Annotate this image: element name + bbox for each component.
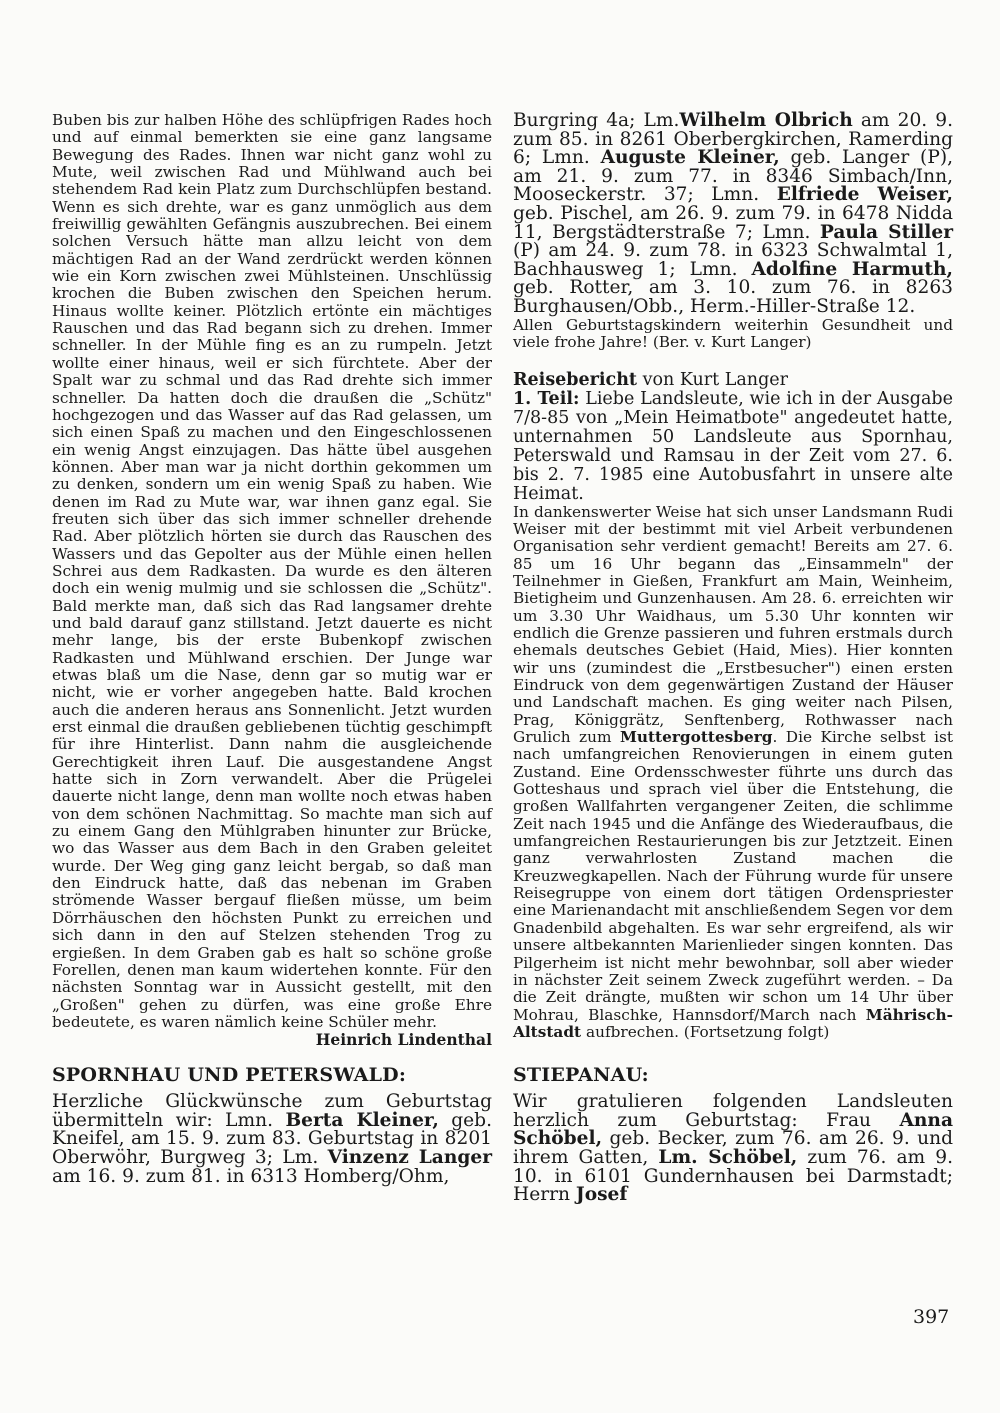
birthday-text: am 20. 9. zum 85. in 8261 Oberbergkirchen, Ramerding 6; Lmn. xyxy=(513,110,954,169)
report-text: . Die Kirche selbst ist nach umfangreichen Renovierungen in einem guten Zustand. Eine Ordensschwester führte uns durch das Gotteshaus und sprach viel über die Entstehung, die großen Wallfahrten vergangener Zeiten, die schlimme Zeit nach 1945 und die Anfänge des Wiederaufbaus, die umfangreichen Restaurierungen bis zur Jetztzeit. Einen ganz verwahrlosten Zustand machen die Kreuzwegkapellen. Nach der Führung wurde für unsere Reisegruppe von einem dort tätigen Ordenspriester eine Marienandacht mit anschließendem Segen vor dem Gnadenbild abgehalten. Es war sehr ergreifend, als wir unsere altbekannten Marienlieder singen konnten. Das Pilgerheim ist nicht mehr bewohnbar, soll aber wieder in nächster Zeit seinem Zweck zugeführt werden. – Da die Zeit drängte, mußten wir schon um 14 Uhr über Mohrau, Blaschke, Hannsdorf/March nach xyxy=(513,728,953,1024)
place-name: Muttergottesberg xyxy=(619,728,773,747)
story-author: Heinrich Lindenthal xyxy=(315,1030,492,1050)
section-title-spornhau: SPORNHAU UND PETERSWALD: xyxy=(52,1064,407,1087)
person-name: Adolfine Harmuth, xyxy=(751,258,954,280)
part-text: Liebe Landsleute, wie ich in der Ausgabe 7/8-85 von „Mein Heimatbote" angedeutet hatte, unternahmen 50 Landsleute aus Spornhau, Peterswald und Ramsau in der Zeit vom 27. 6. bis 2. 7. 1985 eine Autobusfahrt in unsere alte Heimat. xyxy=(513,389,953,504)
report-heading xyxy=(513,371,953,390)
birthday-text: Wir gratulieren folgenden Landsleuten herzlich zum Geburtstag: Frau xyxy=(513,1091,953,1131)
birthday-paragraph-spornhau xyxy=(52,1093,492,1186)
birthday-text: (P) am 24. 9. zum 78. in 6323 Schwalmtal 1, Bachhausweg 1; Lmn. xyxy=(513,240,953,280)
report-title: Reisebericht xyxy=(513,370,638,391)
birthday-text: geb. Langer (P), am 21. 9. zum 77. in 8346 Simbach/Inn, Mooseckerstr. 37; Lmn. xyxy=(513,147,953,206)
birthday-text: am 16. 9. zum 81. in 6313 Homberg/Ohm, xyxy=(52,1165,450,1187)
person-name: Josef xyxy=(575,1184,628,1206)
page-number: 397 xyxy=(913,1306,950,1328)
person-name: Elfriede Weiser, xyxy=(776,184,954,206)
person-name: Berta Kleiner, xyxy=(285,1109,439,1131)
section-title-stiepanau: STIEPANAU: xyxy=(513,1064,649,1087)
birthday-text: geb. Becker, zum 76. am 26. 9. und ihrem Gatten, xyxy=(513,1128,953,1168)
birthday-paragraph-stiepanau xyxy=(513,1093,953,1205)
person-name: Paula Stiller xyxy=(819,221,953,243)
birthday-intro: Herzliche Glückwünsche zum Geburtstag übermitteln wir: Lmn. xyxy=(52,1091,492,1131)
report-text: aufbrechen. (Fortsetzung folgt) xyxy=(581,1022,830,1041)
report-intro xyxy=(513,390,953,503)
birthday-text: geb. Kneifel, am 15. 9. zum 83. Geburtstag in 8201 Oberwöhr, Burgweg 3; Lm. xyxy=(52,1109,492,1168)
left-column xyxy=(52,112,492,1186)
report-text: In dankenswerter Weise hat sich unser Landsmann Rudi Weiser mit der bestimmt mit viel Arbeit verbundenen Organisation sehr verdient gemacht! Bereits am 27. 6. 85 um 16 Uhr begann das „Einsammeln" der Teilnehmer in Gießen, Frankfurt am Main, Weinheim, Bietigheim und Gunzenhausen. Am 28. 6. erreichten wir um 3.30 Uhr Waidhaus, um 5.30 Uhr konnten wir endlich die Grenze passieren und fuhren erstmals durch ehemals deutsches Gebiet (Haid, Mies). Hier konnten wir uns (zumindest die „Erstbesucher") einen ersten Eindruck von dem gegenwärtigen Zustand der Häuser und Landschaft machen. Es ging weiter nach Pilsen, Prag, Königgrätz, Senftenberg, Rothwasser nach Grulich zum xyxy=(513,502,953,747)
person-name: Lm. Schöbel, xyxy=(658,1147,798,1168)
person-name: Anna Schöbel, xyxy=(513,1109,953,1150)
birthday-text: zum 76. am 9. 10. in 6101 Gundernhausen bei Darmstadt; Herrn xyxy=(513,1147,954,1206)
birthday-text: Burgring 4a; Lm. xyxy=(513,110,680,131)
place-name: Mährisch-Altstadt xyxy=(513,1005,953,1041)
report-body xyxy=(513,504,953,1042)
report-byline: von Kurt Langer xyxy=(637,370,789,391)
part-label: 1. Teil: xyxy=(513,389,580,410)
birthday-closing: Allen Geburtstagskindern weiterhin Gesundheit und viele frohe Jahre! (Ber. v. Kurt Langer) xyxy=(513,315,953,351)
birthday-text: geb. Pischel, am 26. 9. zum 79. in 6478 Nidda 11, Bergstädterstraße 7; Lmn. xyxy=(513,202,953,243)
birthday-continuation xyxy=(513,112,953,317)
right-column xyxy=(513,112,953,1205)
person-name: Wilhelm Olbrich xyxy=(679,110,853,131)
story-paragraph: Buben bis zur halben Höhe des schlüpfrigen Rades hoch und auf einmal bemerkten sie eine ganz langsame Bewegung des Rades. Ihnen war nicht ganz wohl zu Mute, weil zwischen Rad und Mühlwand auch bei stehendem Rad kein Platz zum Durchschlüpfen bestand. Wenn es sich drehte, war es ganz unmöglich aus dem freiwillig gewählten Gefängnis auszubrechen. Bei einem solchen Versuch hätte man allzu leicht von dem mächtigen Rad an der Wand zerdrückt werden können wie ein Korn zwischen zwei Mühlsteinen. Unschlüssig krochen die Buben zwischen den Speichen herum. Hinaus wollte keiner. Plötzlich ertönte ein mächtiges Rauschen und das Rad begann sich zu drehen. Immer schneller. In der Mühle fing es an zu rumpeln. Jetzt wollte einer hinaus, weil er sich fürchtete. Aber der Spalt war zu schmal und das Rad drehte sich immer schneller. Da hatten doch die draußen die „Schütz" hochgezogen und das Wasser auf das Rad gelassen, um sich einen Spaß zu machen und den Eingeschlossenen ein wenig Angst einzujagen. Das hätte übel ausgehen können. Aber man war ja nicht dorthin gekommen um zu denken, sondern um ein wenig Spaß zu haben. Wie denen im Rad zu Mute war, war ihnen ganz egal. Sie freuten sich über das sich immer schneller drehende Rad. Aber plötzlich hörten sie durch das Rauschen des Wassers und das Gepolter aus der Mühle einen hellen Schrei aus dem Radkasten. Da wurde es den älteren doch ein wenig mulmig und sie schlossen die „Schütz". Bald merkte man, daß sich das Rad langsamer drehte und bald darauf ganz stillstand. Jetzt dauerte es nicht mehr lange, bis der erste Bubenkopf zwischen Radkasten und Mühlwand erschien. Der Junge war etwas blaß um die Nase, denn gar so mutig war er nicht, wie er vorher angegeben hatte. Bald krochen auch die anderen heraus ans Sonnenlicht. Jetzt wurden erst einmal die draußen gebliebenen tüchtig geschimpft für ihre Hinterlist. Dann nahm die ausgleichende Gerechtigkeit ihren Lauf. Die ausgestandene Angst hatte sich in Zorn verwandelt. Aber die Prügelei dauerte nicht lange, denn man wollte noch etwas haben von dem schönen Nachmittag. So machte man sich auf zu einem Gang den Mühlgraben hinunter zur Brücke, wo das Wasser aus dem Bach in den Graben geleitet wurde. Der Weg ging ganz leicht bergab, so daß man den Eindruck hatte, daß das nebenan im Graben strömende Wasser bergauf fließen müsse, um beim Dörrhäuschen den höchsten Punkt zu erreichen und sich dann in den auf Stelzen stehenden Trog zu ergießen. In dem Graben gab es halt so schöne große Forellen, denen man kaum widertehen konnte. Für den nächsten Sonntag war in Aussicht gestellt, mit den „Großen" gehen zu dürfen, was eine große Ehre bedeutete, es waren nämlich keine Schüler mehr. xyxy=(52,111,492,1031)
person-name: Auguste Kleiner, xyxy=(600,147,780,169)
birthday-text: geb. Rotter, am 3. 10. zum 76. in 8263 Burghausen/Obb., Herm.-Hiller-Straße 12. xyxy=(513,277,953,317)
person-name: Vinzenz Langer xyxy=(327,1147,492,1168)
